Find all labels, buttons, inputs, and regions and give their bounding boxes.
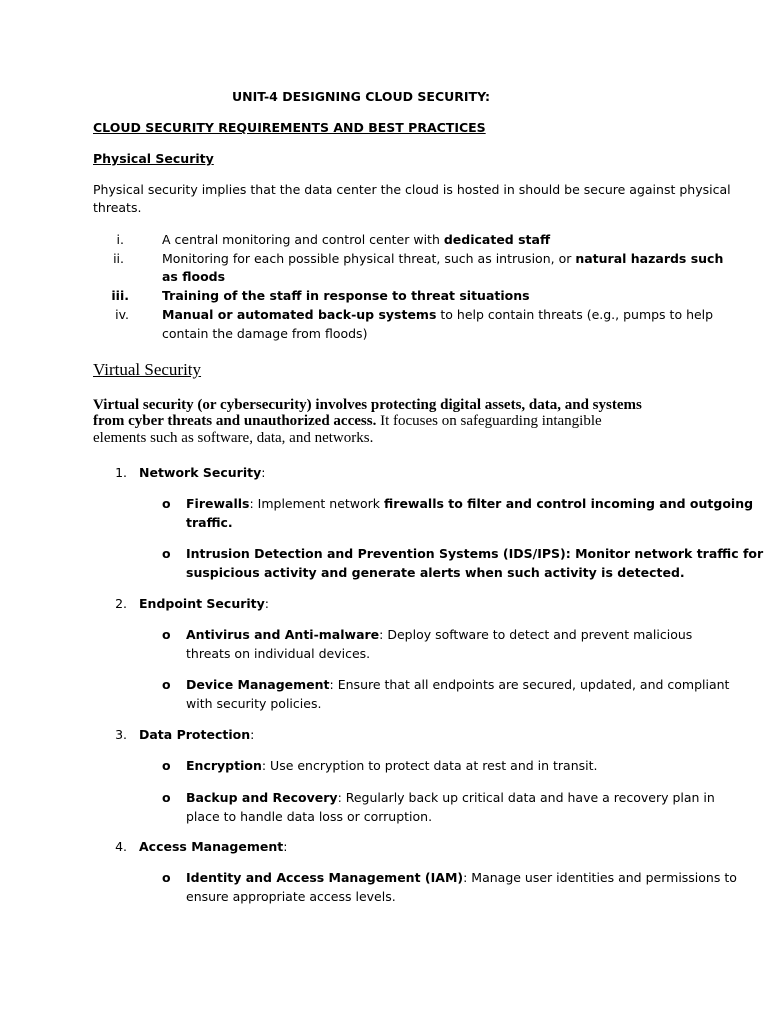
network-security-heading: Network Security:: [139, 465, 266, 480]
physical-item-4-line-2: contain the damage from floods): [162, 326, 368, 341]
virtual-intro-line-2: from cyber threats and unauthorized access. It focuses on safeguarding intangible: [93, 413, 602, 429]
physical-item-1: A central monitoring and control center with dedicated staff: [162, 232, 551, 247]
ids-ips-line-1: Intrusion Detection and Prevention Systems (IDS/IPS): Monitor network traffic for: [186, 546, 764, 561]
endpoint-security-heading: Endpoint Security:: [139, 596, 270, 611]
unit-title: UNIT-4 DESIGNING CLOUD SECURITY:: [232, 89, 491, 104]
virtual-intro-line-3: elements such as software, data, and networks.: [93, 430, 374, 446]
list-marker-i: i.: [116, 232, 124, 247]
device-management-line-1: Device Management: Ensure that all endpoints are secured, updated, and compliant: [186, 677, 730, 692]
physical-item-2-line-2: as floods: [162, 269, 226, 284]
ids-ips-line-2: suspicious activity and generate alerts when such activity is detected.: [186, 565, 685, 580]
bullet-o: o: [162, 627, 171, 642]
iam-line-2: ensure appropriate access levels.: [186, 889, 396, 904]
physical-intro-line-1: Physical security implies that the data center the cloud is hosted in should be secure against physical: [93, 182, 731, 197]
bullet-o: o: [162, 496, 171, 511]
bullet-o: o: [162, 758, 171, 773]
list-marker-iii: iii.: [111, 288, 129, 303]
list-marker-2: 2.: [115, 596, 127, 611]
encryption-line: Encryption: Use encryption to protect data at rest and in transit.: [186, 758, 598, 773]
physical-security-heading: Physical Security: [93, 151, 214, 166]
list-marker-4: 4.: [115, 839, 127, 854]
list-marker-ii: ii.: [113, 251, 124, 266]
access-management-heading: Access Management:: [139, 839, 288, 854]
section-title: CLOUD SECURITY REQUIREMENTS AND BEST PRACTICES: [93, 120, 486, 135]
firewalls-line-1: Firewalls: Implement network firewalls to filter and control incoming and outgoing: [186, 496, 754, 511]
iam-line-1: Identity and Access Management (IAM): Manage user identities and permissions to: [186, 870, 737, 885]
antivirus-line-1: Antivirus and Anti-malware: Deploy software to detect and prevent malicious: [186, 627, 693, 642]
antivirus-line-2: threats on individual devices.: [186, 646, 371, 661]
backup-line-2: place to handle data loss or corruption.: [186, 809, 433, 824]
list-marker-1: 1.: [115, 465, 127, 480]
backup-line-1: Backup and Recovery: Regularly back up critical data and have a recovery plan in: [186, 790, 715, 805]
firewalls-line-2: traffic.: [186, 515, 233, 530]
bullet-o: o: [162, 870, 171, 885]
data-protection-heading: Data Protection:: [139, 727, 255, 742]
bullet-o: o: [162, 546, 171, 561]
physical-item-4-line-1: Manual or automated back-up systems to help contain threats (e.g., pumps to help: [162, 307, 714, 322]
bullet-o: o: [162, 677, 171, 692]
list-marker-iv: iv.: [115, 307, 129, 322]
physical-intro-line-2: threats.: [93, 200, 142, 215]
physical-item-3: Training of the staff in response to threat situations: [162, 288, 530, 303]
bullet-o: o: [162, 790, 171, 805]
physical-item-2-line-1: Monitoring for each possible physical threat, such as intrusion, or natural hazards such: [162, 251, 724, 266]
list-marker-3: 3.: [115, 727, 127, 742]
virtual-intro-line-1: Virtual security (or cybersecurity) involves protecting digital assets, data, and systems: [93, 397, 642, 413]
virtual-security-heading: Virtual Security: [93, 360, 202, 379]
device-management-line-2: with security policies.: [186, 696, 322, 711]
